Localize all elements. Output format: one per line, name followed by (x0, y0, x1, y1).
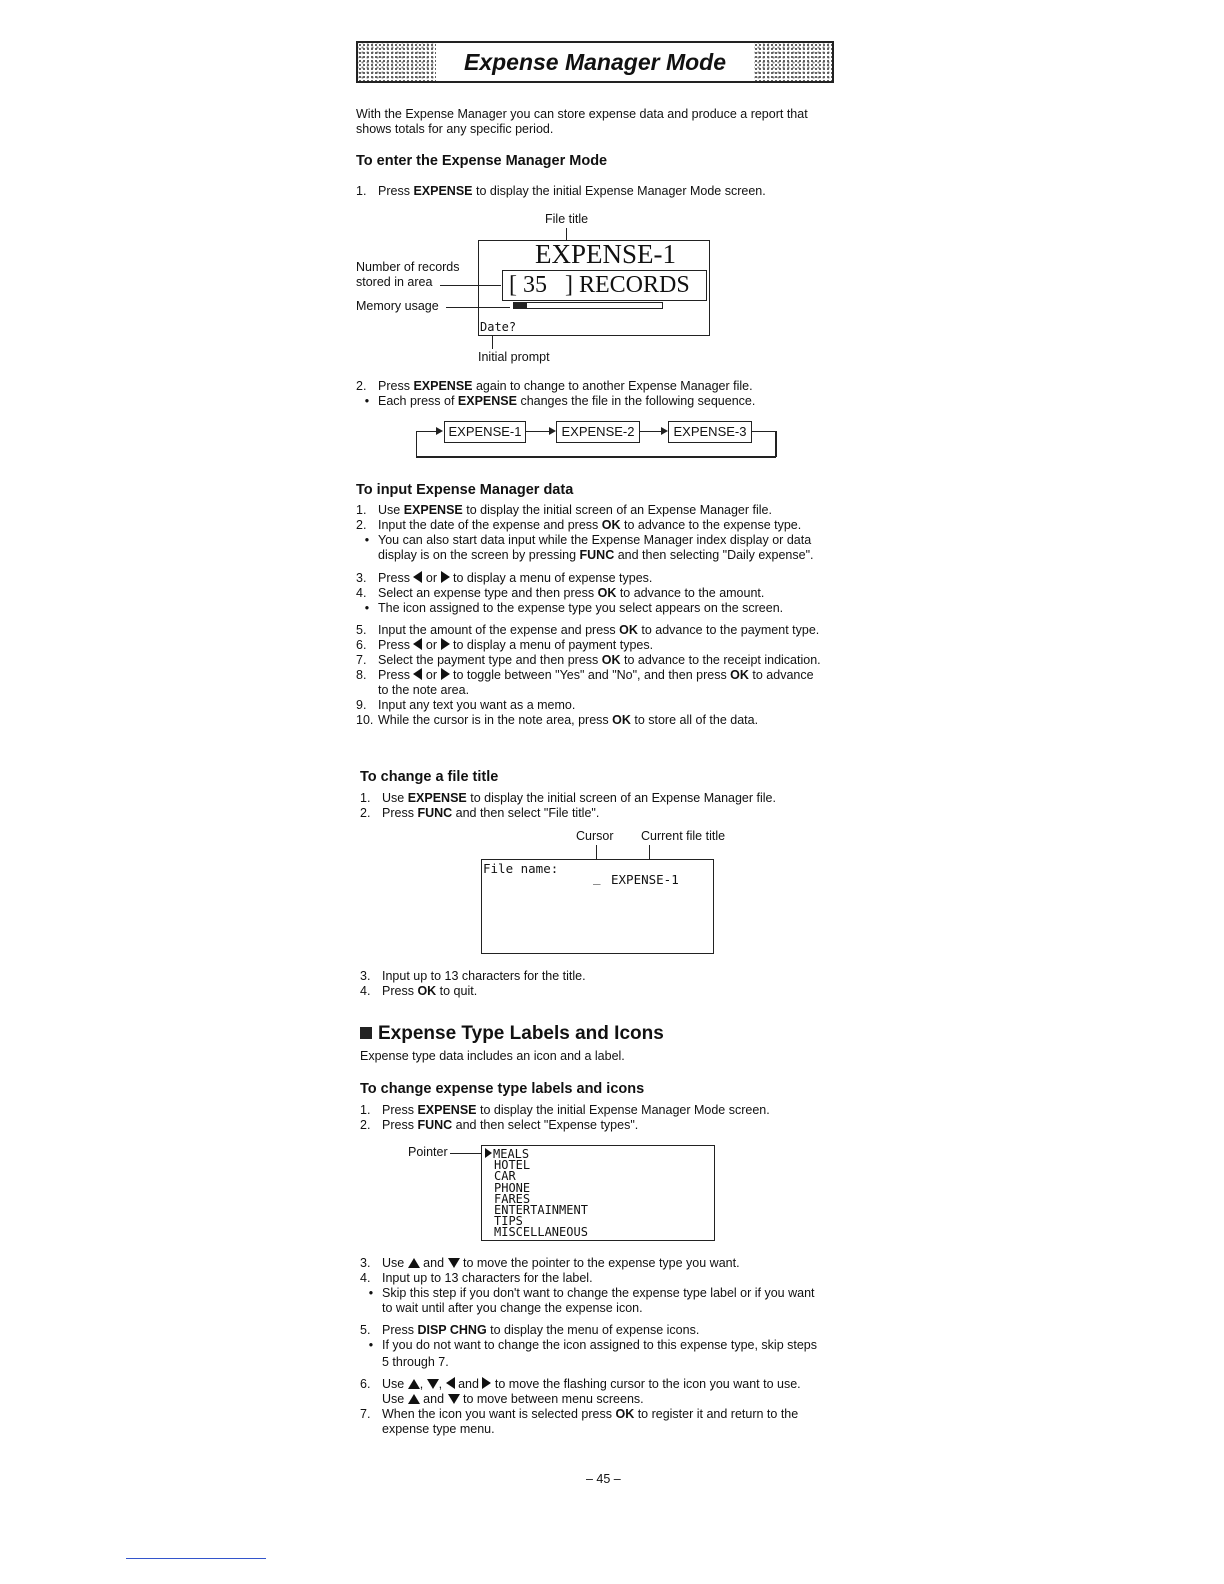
up-arrow-icon (408, 1379, 420, 1389)
lcd-prompt: Date? (480, 320, 517, 334)
pointer-icon (485, 1148, 492, 1158)
input-step-3: 3. Press or to display a menu of expense types. (356, 571, 653, 585)
right-arrow-icon (441, 638, 450, 650)
labels-bullet-2: • If you do not want to change the icon assigned to this expense type, skip steps (368, 1338, 817, 1352)
title-step-2: 2. Press FUNC and then select "File title". (360, 806, 600, 820)
title-step-1: 1. Use EXPENSE to display the initial screen of an Expense Manager file. (360, 791, 776, 805)
footer-rule (126, 1558, 266, 1559)
lcd-records-count: [ 35 ] RECORDS (502, 270, 707, 301)
labels-step-1: 1. Press EXPENSE to display the initial Expense Manager Mode screen. (360, 1103, 770, 1117)
section-heading-labels-icons: Expense Type Labels and Icons (360, 1023, 664, 1045)
label-cursor: Cursor (576, 829, 614, 843)
down-arrow-icon (427, 1379, 439, 1389)
square-bullet-icon (360, 1027, 372, 1039)
input-bullet-1: • You can also start data input while the Expense Manager index display or data (364, 533, 812, 547)
labels-step-3: 3. Use and to move the pointer to the expense type you want. (360, 1256, 740, 1270)
labels-step-6: 6. Use , , and to move the flashing cursor to the icon you want to use. (360, 1377, 801, 1391)
menu-item[interactable]: MISCELLANEOUS (494, 1225, 588, 1240)
menu-item[interactable]: CAR (494, 1169, 516, 1184)
labels-step-4: 4. Input up to 13 characters for the label. (360, 1271, 593, 1285)
input-step-1: 1. Use EXPENSE to display the initial screen of an Expense Manager file. (356, 503, 772, 517)
memory-usage-bar (513, 302, 663, 309)
intro-text: With the Expense Manager you can store expense data and produce a report that (356, 107, 808, 121)
input-bullet-1-cont: display is on the screen by pressing FUNC and then selecting "Daily expense". (378, 548, 814, 562)
menu-item[interactable]: TIPS (494, 1214, 523, 1229)
input-step-9: 9. Input any text you want as a memo. (356, 698, 576, 712)
right-arrow-icon (441, 571, 450, 583)
label-memory-usage: Memory usage (356, 299, 439, 313)
input-bullet-2: • The icon assigned to the expense type you select appears on the screen. (364, 601, 784, 615)
lcd-file-name-value: EXPENSE-1 (611, 872, 679, 887)
labels-step-7-cont: expense type menu. (382, 1422, 495, 1436)
label-pointer: Pointer (408, 1145, 448, 1159)
labels-step-2: 2. Press FUNC and then select "Expense types". (360, 1118, 639, 1132)
section-banner (356, 41, 834, 83)
change-file-step-2: 2. Press EXPENSE again to change to another Expense Manager file. (356, 379, 753, 393)
input-step-10: 10. While the cursor is in the note area, press OK to store all of the data. (356, 713, 759, 727)
down-arrow-icon (448, 1258, 460, 1268)
lcd-initial-screen (478, 240, 710, 336)
labels-step-7: 7. When the icon you want is selected press OK to register it and return to the (360, 1407, 799, 1421)
label-initial-prompt: Initial prompt (478, 350, 550, 364)
input-step-4: 4. Select an expense type and then press OK to advance to the amount. (356, 586, 765, 600)
page-down-icon (448, 1394, 460, 1404)
input-step-7: 7. Select the payment type and then press OK to advance to the receipt indication. (356, 653, 821, 667)
labels-step-6-cont: Use and to move between menu screens. (382, 1392, 644, 1406)
lcd-cursor: _ (593, 870, 601, 885)
lcd-file-title: EXPENSE-1 (535, 239, 676, 269)
intro-text-2: shows totals for any specific period. (356, 122, 554, 136)
input-step-6: 6. Press or to display a menu of payment types. (356, 638, 654, 652)
input-step-8: 8. Press or to toggle between "Yes" and "No", and then press OK to advance (356, 668, 814, 682)
heading-change-file-title: To change a file title (360, 769, 499, 785)
left-arrow-icon (446, 1377, 455, 1389)
menu-item[interactable]: HOTEL (494, 1158, 531, 1173)
expense-type-list (485, 1148, 588, 1239)
page-number: – 45 – (586, 1472, 621, 1486)
label-stored-in-area: stored in area (356, 275, 433, 289)
input-step-8-cont: to the note area. (378, 683, 470, 697)
sequence-box-1: EXPENSE-1 (444, 421, 526, 443)
input-step-5: 5. Input the amount of the expense and press OK to advance to the payment type. (356, 623, 820, 637)
right-arrow-icon (441, 668, 450, 680)
labels-section-desc: Expense type data includes an icon and a label. (360, 1049, 625, 1063)
labels-step-5: 5. Press DISP CHNG to display the menu of expense icons. (360, 1323, 700, 1337)
enter-step-1: 1. Press EXPENSE to display the initial Expense Manager Mode screen. (356, 184, 766, 198)
menu-item[interactable]: PHONE (494, 1180, 531, 1195)
heading-input-data: To input Expense Manager data (356, 482, 574, 498)
menu-item[interactable]: ENTERTAINMENT (494, 1203, 588, 1218)
label-file-title: File title (545, 212, 589, 226)
label-number-of-records: Number of records (356, 260, 460, 274)
label-current-file-title: Current file title (641, 829, 726, 843)
menu-item[interactable]: MEALS (485, 1148, 588, 1160)
heading-change-labels: To change expense type labels and icons (360, 1081, 645, 1097)
labels-bullet-1: • Skip this step if you don't want to change the expense type label or if you want (368, 1286, 815, 1300)
lcd-file-name-label: File name: (483, 861, 559, 876)
sequence-box-3: EXPENSE-3 (668, 421, 752, 443)
up-arrow-icon (408, 1258, 420, 1268)
heading-enter-mode: To enter the Expense Manager Mode (356, 153, 608, 169)
menu-item[interactable]: FARES (494, 1191, 531, 1206)
change-file-bullet: • Each press of EXPENSE changes the file in the following sequence. (364, 394, 756, 408)
lcd-file-name-screen (481, 859, 714, 954)
labels-bullet-1-cont: to wait until after you change the expense icon. (382, 1301, 643, 1315)
sequence-box-2: EXPENSE-2 (556, 421, 640, 443)
input-step-2: 2. Input the date of the expense and press OK to advance to the expense type. (356, 518, 802, 532)
lcd-expense-type-menu (481, 1145, 715, 1241)
title-step-3: 3. Input up to 13 characters for the title. (360, 969, 586, 983)
title-step-4: 4. Press OK to quit. (360, 984, 478, 998)
page-title: Expense Manager Mode (463, 49, 727, 75)
page-up-icon (408, 1394, 420, 1404)
labels-bullet-2-cont: 5 through 7. (382, 1355, 449, 1369)
